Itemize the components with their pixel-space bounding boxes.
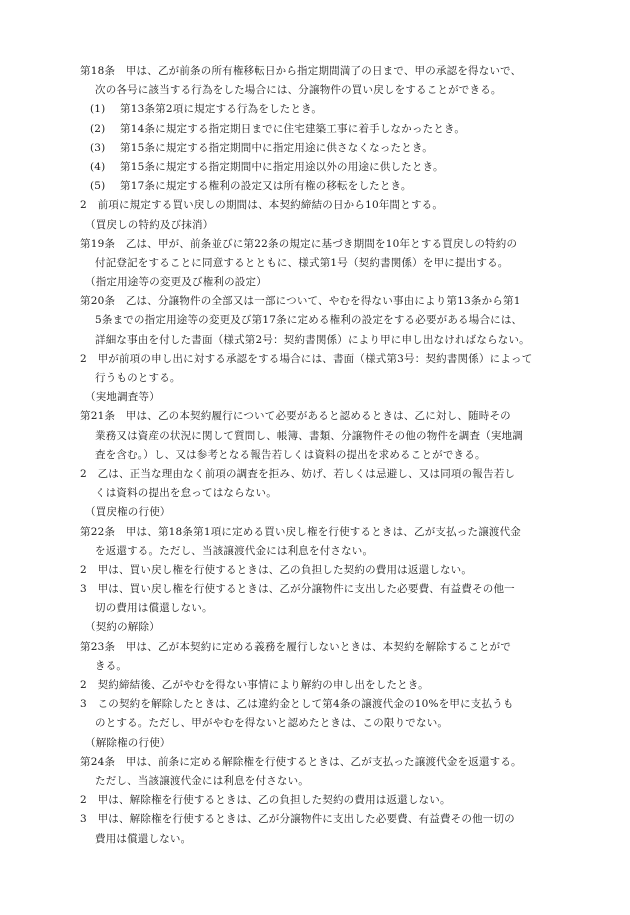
document-page [0,62,630,849]
paragraph-3-cont: 費用は償還しない。 [95,832,192,845]
paragraph-2-cont: 行うものとする。 [95,372,181,384]
list-item [0,158,630,177]
paragraph-2-cont: くは資料の提出を怠ってはならない。 [95,487,277,500]
item-text: 第17条に規定する権利の設定又は所有権の移転をしたとき。 [120,180,412,193]
article-21 [0,407,630,426]
article-21-line-3: 査を含む。）し、又は参考となる報告若しくは資料の提出を求めることができる。 [95,448,486,461]
article-18 [0,62,630,81]
list-item [0,100,630,119]
article-23 [0,638,630,657]
article-18-line-2: 次の各号に該当する行為をした場合には、分譲物件の買い戻しをすることができる。 [95,84,502,97]
item-text: 第15条に規定する指定期間中に指定用途に供さなくなったとき。 [120,141,433,154]
section-heading: （契約の解除） [85,621,160,634]
paragraph-3: 3 この契約を解除したときは、乙は違約金として第4条の譲渡代金の10%を甲に支払うも [80,698,514,711]
paragraph-2: 2 甲は、解除権を行使するときは、乙の負担した契約の費用は返還しない。 [80,794,451,807]
list-item [0,177,630,196]
article-23-line-1: 第23条 甲は、乙が本契約に定める義務を履行しないときは、本契約を解除することがで [80,640,512,653]
item-number: (2) [90,122,106,135]
article-20 [0,292,630,311]
article-19-line-2: 付記登記をすることに同意するとともに、様式第1号（契約書関係）を甲に提出する。 [95,256,509,269]
article-20-line-3: 詳細な事由を付した書面（様式第2号：契約書関係）により甲に申し出なければならない。 [95,333,530,346]
article-22 [0,523,630,542]
article-24-line-2: ただし、当該譲渡代金には利息を付さない。 [95,774,309,787]
article-20-line-1: 第20条 乙は、分譲物件の全部又は一部について、やむを得ない事由により第13条から第1 [80,295,521,308]
article-22-line-1: 第22条 甲は、第18条第1項に定める買い戻し権を行使するときは、乙が支払った譲渡代金 [80,525,522,538]
paragraph-3: 3 甲は、買い戻し権を行使するときは、乙が分譲物件に支出した必要費、有益費その他一 [80,583,515,596]
list-item [0,139,630,158]
paragraph-2: 2 甲は、買い戻し権を行使するときは、乙の負担した契約の費用は返還しない。 [80,563,473,576]
section-heading: （買戻しの特約及び抹消） [85,218,214,231]
item-number: (1) [90,103,106,116]
paragraph-3-cont: のとする。ただし、甲がやむを得ないと認めたときは、この限りでない。 [95,717,449,730]
article-20-line-2: 5条までの指定用途等の変更及び第17条に定める権利の設定をする必要がある場合には、 [95,314,523,327]
item-text: 第13条第2項に規定する行為をしたとき。 [120,103,323,116]
article-24 [0,753,630,772]
section-heading: （解除権の行使） [85,736,171,749]
paragraph-2: 2 前項に規定する買い戻しの期間は、本契約締結の日から10年間とする。 [80,199,444,212]
article-21-line-2: 業務又は資産の状況に関して質問し、帳簿、書類、分譲物件その他の物件を調査（実地調 [95,429,523,442]
section-heading: （実地調査等） [85,391,160,404]
item-text: 第14条に規定する指定期日までに住宅建築工事に着手しなかったとき。 [120,122,466,135]
article-24-line-1: 第24条 甲は、前条に定める解除権を行使するときは、乙が支払った譲渡代金を返還する。 [80,755,522,768]
article-22-line-2: を返還する。ただし、当該譲渡代金には利息を付さない。 [95,544,374,557]
item-number: (5) [90,180,106,193]
paragraph-2: 2 甲が前項の申し出に対する承認をする場合には、書面（様式第3号：契約書関係）によって [80,352,533,365]
list-item [0,120,630,139]
paragraph-3-cont: 切の費用は償還しない。 [95,602,213,615]
article-18-line-1: 第18条 甲は、乙が前条の所有権移転日から指定期間満了の日まで、甲の承認を得ないで、 [80,65,522,77]
article-19-line-1: 第19条 乙は、甲が、前条並びに第22条の規定に基づき期間を10年とする買戻しの特約の [80,237,518,250]
item-number: (4) [90,160,106,173]
item-text: 第15条に規定する指定期間中に指定用途以外の用途に供したとき。 [120,160,444,173]
article-19 [0,235,630,254]
paragraph-2: 2 乙は、正当な理由なく前項の調査を拒み、妨げ、若しくは忌避し、又は同項の報告若し [80,467,516,480]
paragraph-2: 2 契約締結後、乙がやむを得ない事情により解約の申し出をしたとき。 [80,679,429,691]
item-number: (3) [90,141,106,154]
paragraph-3: 3 甲は、解除権を行使するときは、乙が分譲物件に支出した必要費、有益費その他一切の [80,813,515,826]
section-heading: （買戻権の行使） [85,506,171,519]
section-heading: （指定用途等の変更及び権利の設定） [85,276,267,289]
article-23-line-2: きる。 [95,659,128,672]
article-21-line-1: 第21条 甲は、乙の本契約履行について必要があると認めるときは、乙に対し、随時その [80,410,511,423]
